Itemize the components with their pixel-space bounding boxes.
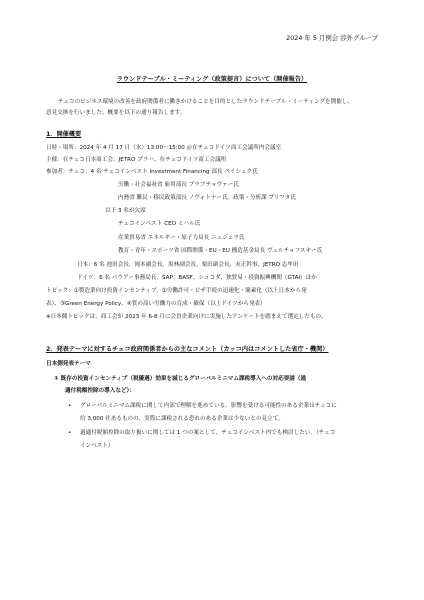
topics-line-1: トピック：①製造業向け投資インセンティブ、②労働許可・ビザ手続の迅速化・簡素化（以上日本から発: [46, 288, 307, 294]
absent-1: チェコインベスト CEO ミハル氏: [118, 221, 201, 227]
absent-3: 教育・青年・スポーツ省 国際関係・EU・EU 構造基金局長 ヴェルチョフスキー氏: [118, 248, 323, 254]
meeting-org-label: 2024 年 5 月例会 渉外グループ: [286, 34, 378, 42]
datetime-line: 日時・場所：2024 年 4 月 17 日（水）13:00～15:00 ＠在チェコドイツ商工会議所内会議室: [46, 145, 282, 151]
participants-line: 参加者：チェコ：4 名 チェコインベスト Investment Financing 部長 ペイシェク氏: [46, 169, 258, 175]
topics-note: ※日本側トピックは、商工会が 2023 年 6-8 月に会員企業向けに実施したアンケートを踏まえて選定したもの。: [46, 314, 327, 320]
organizer-line: 主催：在チェコ日本商工会、JETRO プラハ、在チェコドイツ商工会議所: [46, 157, 227, 163]
bullet-1-line-1: グローバルミニマム課税に関して内部で理解を進めている。影響を受ける可能性のある企業はチェコに: [80, 403, 337, 409]
section-2-subheading: 日本側発表テーマ: [46, 361, 91, 367]
document-title: ラウンドテーブル・ミーティング（政策提言）について（開催報告）: [116, 76, 308, 83]
topics-line-2: 表）、③Green Energy Policy、④質の高い労働力の育成・確保（以上ドイツから発表）: [46, 301, 266, 307]
intro-line-2: 意見交換を行いました。概要を以下の通り報告します。: [46, 110, 186, 116]
section-2-heading: 2．発表テーマに対するチェコ政府関係者からの主なコメント（カッコ内はコメントした省庁・機関）: [46, 346, 329, 353]
bullet-2-line-1: 過適付税額控除の取り扱いに関しては 1 つの案として、チェコインベスト内でも検討したい。（チェコ: [80, 430, 336, 436]
japan-participants: 日本：6 名 池田会長、岡本副会長、黒林副会長、栗田副会長、末正幹事、JETRO 志牟田: [77, 262, 299, 268]
bullet-1-line-2: 約 3,000 社あるものの、実際に課税される恐れのある企業は少ないとの見立て。: [80, 416, 284, 422]
intro-line-1: チェコのビジネス環境の改善を政府関係者に働きかけることを目的としたラウンドテーブル・ミーティングを開催し、: [58, 99, 354, 105]
section-1-heading: 1．開催概要: [46, 131, 82, 138]
absent-label: 以下 3 名が欠席: [105, 208, 146, 214]
participant-cz-2: 内務省 難民・移民政策部長 ノヴォトナー氏、政策・分析課 プリフタ氏: [118, 195, 296, 201]
bullet-icon: •: [68, 403, 72, 409]
germany-participants: ドイツ：6 名 パウアー事務局長、SAP、BASF、シュコダ、独貿易・投資振興機関（GTAI）ほか: [77, 275, 317, 281]
item-1-line-2: 適付税額控除の導入など）：: [65, 388, 135, 394]
item-1-line-1: ① 既存の投資インセンティブ（税優遇）効果を減じるグローバルミニマム課税導入への対応要請（過: [54, 376, 307, 382]
bullet-icon: •: [68, 430, 72, 436]
bullet-2-line-2: インベスト）: [80, 443, 114, 449]
participant-cz-1: 労働・社会福祉省 雇用部長 ブラブチョヴァー氏: [118, 182, 239, 188]
absent-2: 産業貿易省 エネルギー・原子力局長 ニェジェラ氏: [118, 235, 245, 241]
